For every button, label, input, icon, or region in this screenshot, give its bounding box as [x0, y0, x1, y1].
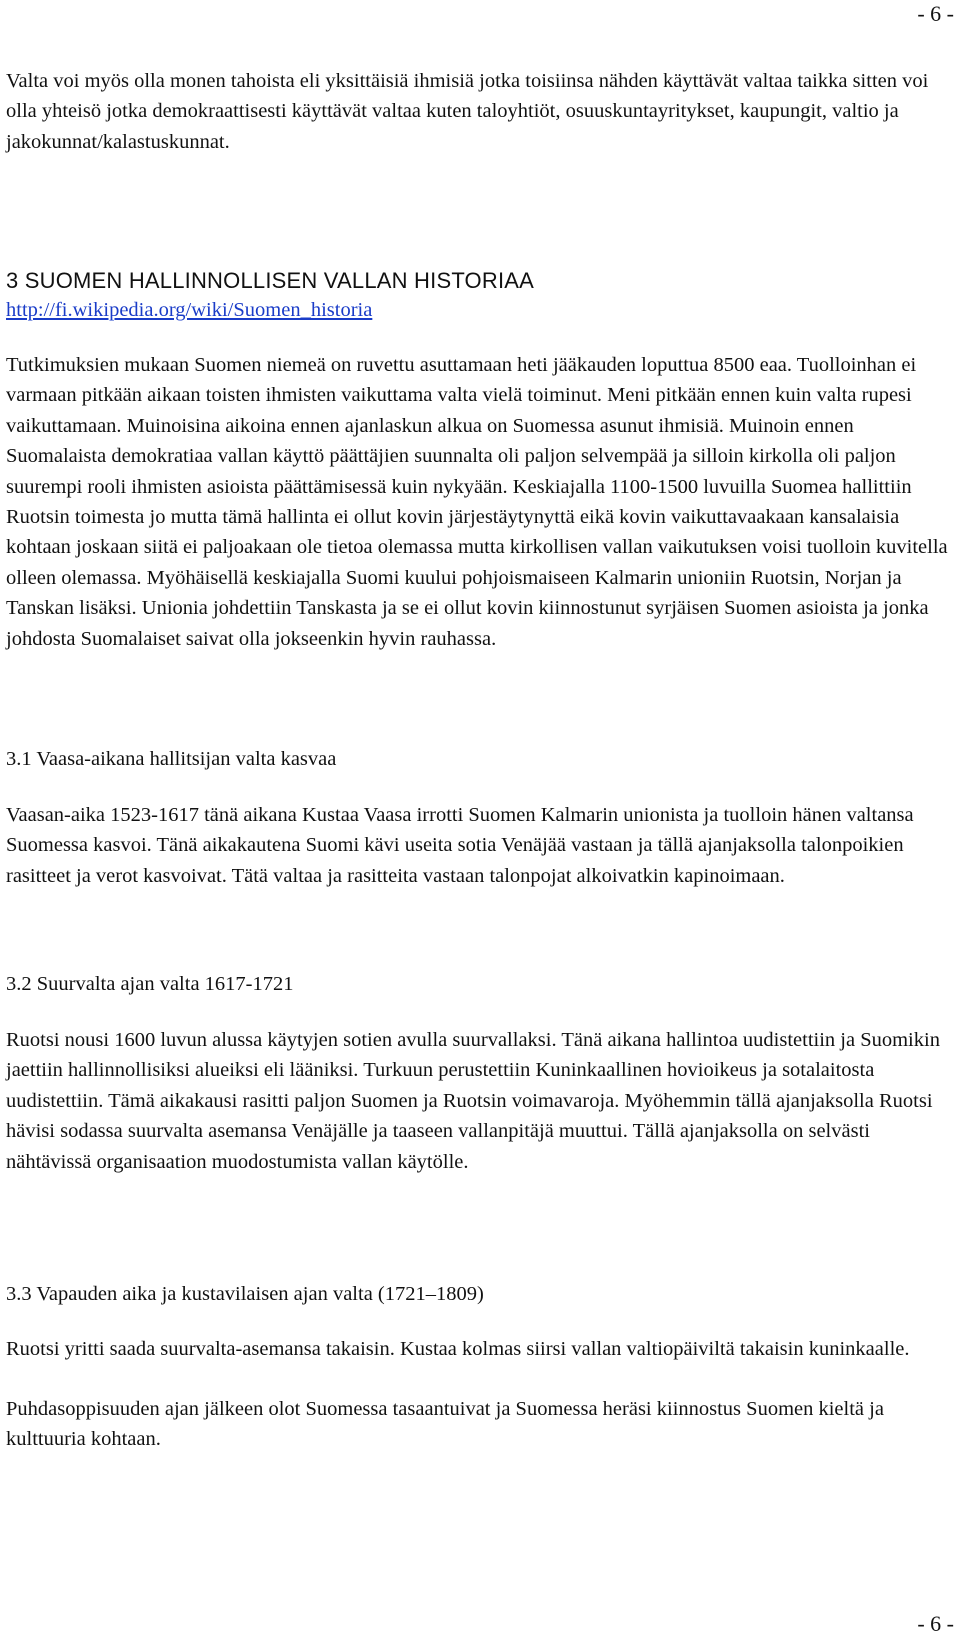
page-number-bottom: - 6 - — [917, 1611, 954, 1636]
section-3-3-heading: 3.3 Vapauden aika ja kustavilaisen ajan valta (1721–1809) — [6, 1283, 484, 1305]
wikipedia-link[interactable]: http://fi.wikipedia.org/wiki/Suomen_historia — [6, 299, 373, 321]
section-3-1-heading: 3.1 Vaasa-aikana hallitsijan valta kasvaa — [6, 748, 337, 770]
section-3-1-paragraph: Vaasan-aika 1523-1617 tänä aikana Kustaa Vaasa irrotti Suomen Kalmarin unionista ja tuolloin hänen valtansa Suomessa kasvoi. Tänä aikakautena Suomi kävi useita sotia Venäjää vastaan ja tällä ajanjaksolla talonpoikien rasitteet ja verot kasvoivat. Tätä valtaa ja rasitteita vastaan talonpojat alkoivatkin kapinoimaan. — [6, 804, 914, 887]
section-3-paragraph: Tutkimuksien mukaan Suomen niemeä on ruvettu asuttamaan heti jääkauden loputtua 8500 eaa. Tuolloinhan ei varmaan pitkään aikaan toisten ihmisten vaikuttama valta vielä toiminut. Meni pitkään ennen kuin valta rupesi vaikuttamaan. Muinoisina aikoina ennen ajanlaskun alkua on Suomessa asunut ihmisiä. Muinoin ennen Suomalaista demokratiaa vallan käyttö päättäjien suunnalta oli paljon selvempää ja silloin kirkolla oli paljon suurempi rooli ihmisten asioista päättämisessä kuin nykyään. Keskiajalla 1100-1500 luvuilla Suomea hallittiin Ruotsin toimesta jo mutta tämä hallinta ei ollut kovin järjestäytynyttä eikä kovin vaikuttavaakaan kansalaisia kohtaan joskaan siitä ei paljoakaan ole tietoa olemassa mutta kirkollisen vallan vaikutuksen voisi tuolloin kuvitella olleen olemassa. Myöhäisellä keskiajalla Suomi kuului pohjoismaiseen Kalmarin unioniin Ruotsin, Norjan ja Tanskan lisäksi. Unionia johdettiin Tanskasta ja se ei ollut kovin kiinnostunut syrjäisen Suomen asioista ja jonka johdosta Suomalaiset saivat olla jokseenkin hyvin rauhassa. — [6, 354, 948, 650]
section-3-3-paragraph-1: Ruotsi yritti saada suurvalta-asemansa takaisin. Kustaa kolmas siirsi vallan valtiopäiviltä takaisin kuninkaalle. — [6, 1338, 910, 1360]
intro-paragraph: Valta voi myös olla monen tahoista eli yksittäisiä ihmisiä jotka toisiinsa nähden käyttävät valtaa taikka sitten voi olla yhteisö jotka demokraattisesti käyttävät valtaa kuten taloyhtiöt, osuuskuntayritykset, kaupungit, valtio ja jakokunnat/kalastuskunnat. — [6, 70, 929, 153]
section-3-3-paragraph-2: Puhdasoppisuuden ajan jälkeen olot Suomessa tasaantuivat ja Suomessa heräsi kiinnostus Suomen kieltä ja kulttuuria kohtaan. — [6, 1398, 884, 1451]
section-3-heading: 3 SUOMEN HALLINNOLLISEN VALLAN HISTORIAA — [6, 268, 535, 293]
page-number-top: - 6 - — [917, 1, 954, 26]
section-3-2-heading: 3.2 Suurvalta ajan valta 1617-1721 — [6, 973, 294, 995]
section-3-2-paragraph: Ruotsi nousi 1600 luvun alussa käytyjen sotien avulla suurvallaksi. Tänä aikana hallintoa uudistettiin ja Suomikin jaettiin hallinnollisiksi alueiksi eli lääniksi. Turkuun perustettiin Kuninkaallinen hovioikeus ja sotalaitosta uudistettiin. Tämä aikakausi rasitti paljon Suomen ja Ruotsin voimavaroja. Myöhemmin tällä ajanjaksolla Ruotsi hävisi sodassa suurvalta asemansa Venäjälle ja taaseen vallanpitäjä muuttui. Tällä ajanjaksolla on selvästi nähtävissä organisaation muodostumista vallan käytölle. — [6, 1029, 940, 1173]
